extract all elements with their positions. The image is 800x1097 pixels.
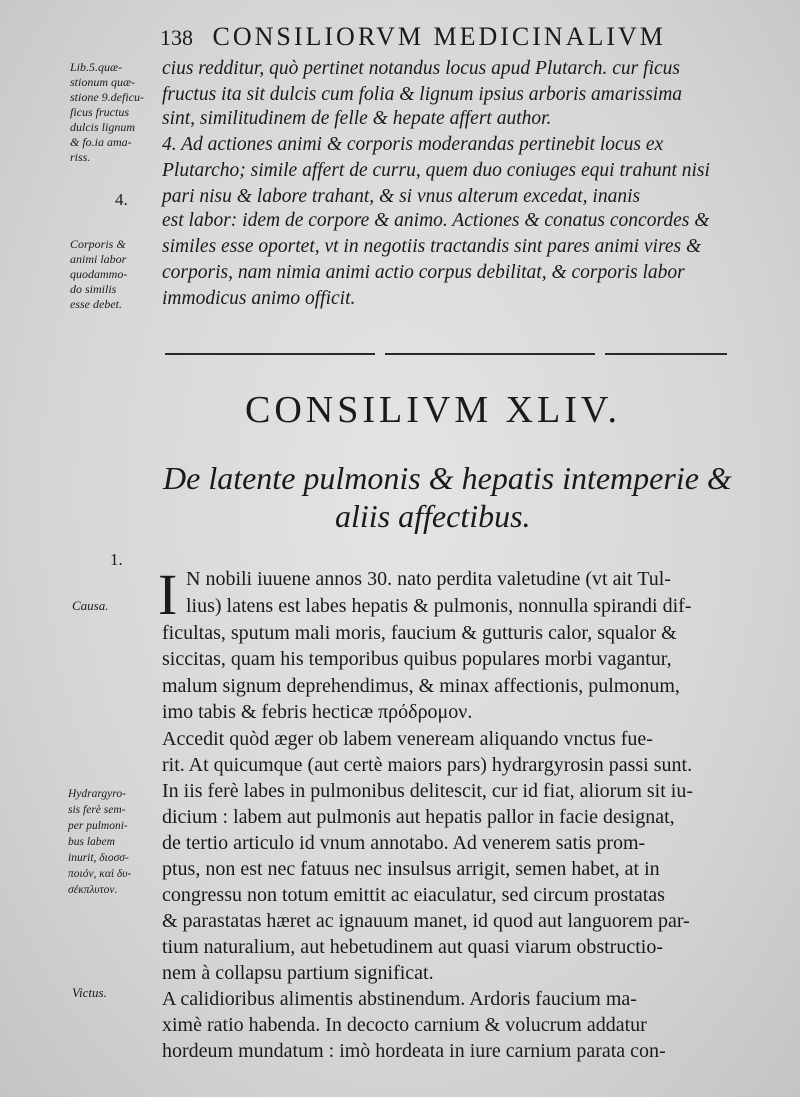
body-line: N nobili iuuene annos 30. nato perdita valetudine (vt ait Tul- <box>186 568 671 590</box>
margin-note-line: ποιόν, καὶ δυ- <box>68 868 132 880</box>
page-number: 138 <box>160 25 193 50</box>
text-line: immodicus animo officit. <box>162 288 356 309</box>
body-line: nem à collapsu partium significat. <box>162 962 434 984</box>
margin-note-hydrargyrosis <box>68 786 131 898</box>
margin-note-line: quodammo- <box>70 267 128 281</box>
margin-note-line: stionum quæ- <box>70 75 136 89</box>
body-line: In iis ferè labes in pulmonibus delitescit, cur id fiat, aliorum sit iu- <box>162 780 693 802</box>
body-line: lius) latens est labes hepatis & pulmonis, nonnulla spirandi dif- <box>186 595 692 617</box>
divider-rule-middle <box>385 353 595 355</box>
body-line: dicium : labem aut pulmonis aut hepatis pallor in facie designat, <box>162 806 675 828</box>
margin-note-line: esse debet. <box>70 297 122 311</box>
margin-note-plutarch <box>70 60 144 165</box>
margin-note-line: ficus fructus <box>70 105 129 119</box>
margin-note-line: σέκπλυτον. <box>68 884 118 896</box>
margin-note-line: sis ferè sem- <box>68 804 126 816</box>
margin-note-causa: Causa. <box>72 598 109 613</box>
text-line: 4. Ad actiones animi & corporis moderandas pertinebit locus ex <box>162 134 664 155</box>
drop-cap: I <box>158 562 178 627</box>
margin-note-line: Hydrargyro- <box>68 788 126 800</box>
chapter-subtitle-line1: De latente pulmonis & hepatis intemperie & <box>163 460 732 496</box>
margin-note-corporis <box>70 237 127 312</box>
body-line: ximè ratio habenda. In decocto carnium & volucrum addatur <box>162 1014 647 1036</box>
margin-number-1: 1. <box>110 550 123 569</box>
text-line: cius redditur, quò pertinet notandus locus apud Plutarch. cur ficus <box>162 58 680 79</box>
body-line: de tertio articulo id vnum annotabo. Ad venerem satis prom- <box>162 832 646 854</box>
divider-rule-left <box>165 353 375 355</box>
margin-note-line: & fo.ia ama- <box>70 135 132 149</box>
margin-note-line: dulcis lignum <box>70 120 135 134</box>
margin-note-line: bus labem <box>68 836 115 848</box>
body-line: malum signum deprehendimus, & minax affectionis, pulmonum, <box>162 675 680 697</box>
body-line: A calidioribus alimentis abstinendum. Ardoris faucium ma- <box>162 988 637 1010</box>
margin-note-line: stione 9.deficu- <box>70 90 144 104</box>
margin-note-line: inurit, διοσσ- <box>68 852 129 864</box>
text-line: pari nisu & labore trahant, & si vnus alterum excedat, inanis <box>162 186 641 207</box>
margin-note-line: Lib.5.quæ- <box>70 60 123 74</box>
text-line: est labor: idem de corpore & animo. Actiones & conatus concordes & <box>162 210 710 231</box>
margin-note-line: riss. <box>70 150 91 164</box>
margin-note-line: per pulmoni- <box>68 820 128 832</box>
margin-note-victus: Victus. <box>72 985 107 1000</box>
body-line: congressu non totum emittit ac eiaculatur, sed circum prostatas <box>162 884 665 906</box>
text-line: corporis, nam nimia animi actio corpus debilitat, & corporis labor <box>162 262 685 283</box>
body-line: ptus, non est nec fatuus nec insulsus arrigit, semen habet, at in <box>162 858 660 880</box>
chapter-title: CONSILIVM XLIV. <box>245 389 621 431</box>
body-line: imo tabis & febris hecticæ πρόδρομον. <box>162 701 473 723</box>
body-line: & parastatas hæret ac ignauum manet, id quod aut languorem par- <box>162 910 690 932</box>
text-line: similes esse oportet, vt in negotiis tractandis sint pares animi vires & <box>162 236 702 257</box>
body-line: rit. At quicumque (aut certè maiors pars) hydrargyrosin passi sunt. <box>162 754 693 776</box>
text-line: sint, similitudinem de felle & hepate affert author. <box>162 108 552 129</box>
running-title: CONSILIORVM MEDICINALIVM <box>212 22 666 51</box>
body-line: siccitas, quam his temporibus quibus populares morbi vagantur, <box>162 648 672 670</box>
chapter-subtitle-line2: aliis affectibus. <box>335 498 531 534</box>
margin-number-4: 4. <box>115 190 128 209</box>
body-line: Accedit quòd æger ob labem veneream aliquando vnctus fue- <box>162 728 653 750</box>
text-line: Plutarcho; simile affert de curru, quem duo coniuges equi trahunt nisi <box>162 160 710 181</box>
margin-note-line: do similis <box>70 282 117 296</box>
text-line: fructus ita sit dulcis cum folia & lignum ipsius arboris amarissima <box>162 84 683 105</box>
margin-note-line: animi labor <box>70 252 127 266</box>
running-header <box>160 22 720 52</box>
divider-rule-right <box>605 353 727 355</box>
body-line: hordeum mundatum : imò hordeata in iure carnium parata con- <box>162 1040 666 1062</box>
margin-note-line: Corporis & <box>70 237 126 251</box>
body-line: ficultas, sputum mali moris, faucium & gutturis calor, squalor & <box>162 622 677 644</box>
body-line: tium naturalium, aut hebetudinem aut quasi viarum obstructio- <box>162 936 663 958</box>
